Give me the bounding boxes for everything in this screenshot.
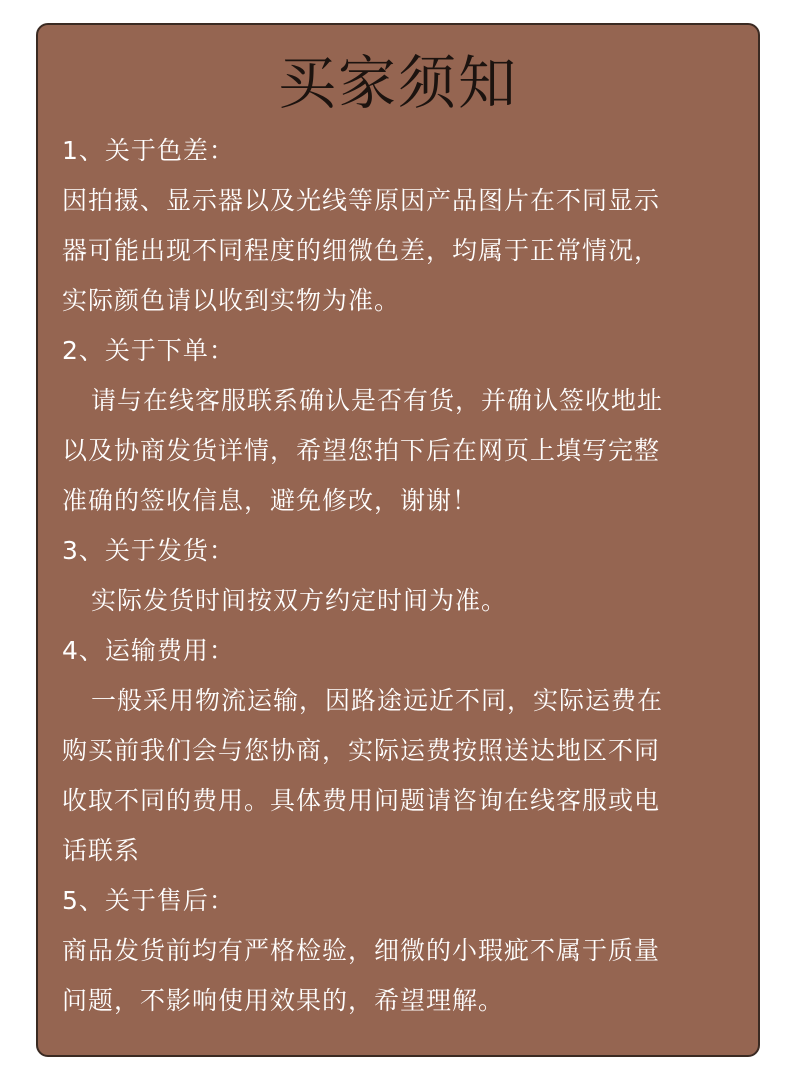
- section-heading-shipping: 3、关于发货：: [62, 536, 235, 565]
- page-title: 买家须知: [277, 49, 518, 117]
- notice-line: 购买前我们会与您协商，实际运费按照送达地区不同: [62, 736, 661, 765]
- notice-line: 以及协商发货详情，希望您拍下后在网页上填写完整: [62, 436, 661, 465]
- notice-line: 商品发货前均有严格检验，细微的小瑕疵不属于质量: [62, 936, 661, 965]
- notice-line: 问题，不影响使用效果的，希望理解。: [62, 986, 505, 1015]
- notice-line: 请与在线客服联系确认是否有货，并确认签收地址: [91, 386, 664, 415]
- notice-line: 收取不同的费用。具体费用问题请咨询在线客服或电: [62, 786, 661, 815]
- notice-line: 实际颜色请以收到实物为准。: [62, 286, 401, 315]
- notice-line: 话联系: [62, 836, 141, 865]
- notice-line: 器可能出现不同程度的细微色差，均属于正常情况，: [62, 236, 661, 265]
- notice-body: [62, 126, 742, 1026]
- notice-line: 一般采用物流运输，因路途远近不同，实际运费在: [91, 686, 664, 715]
- notice-line: 因拍摄、显示器以及光线等原因产品图片在不同显示: [62, 186, 661, 215]
- section-heading-freight-cost: 4、运输费用：: [62, 636, 235, 665]
- section-heading-ordering: 2、关于下单：: [62, 336, 235, 365]
- notice-line: 准确的签收信息，避免修改，谢谢！: [62, 486, 479, 515]
- section-heading-color-difference: 1、关于色差：: [62, 136, 235, 165]
- section-heading-after-sales: 5、关于售后：: [62, 886, 235, 915]
- notice-card: [36, 23, 760, 1057]
- notice-line: 实际发货时间按双方约定时间为准。: [91, 586, 508, 615]
